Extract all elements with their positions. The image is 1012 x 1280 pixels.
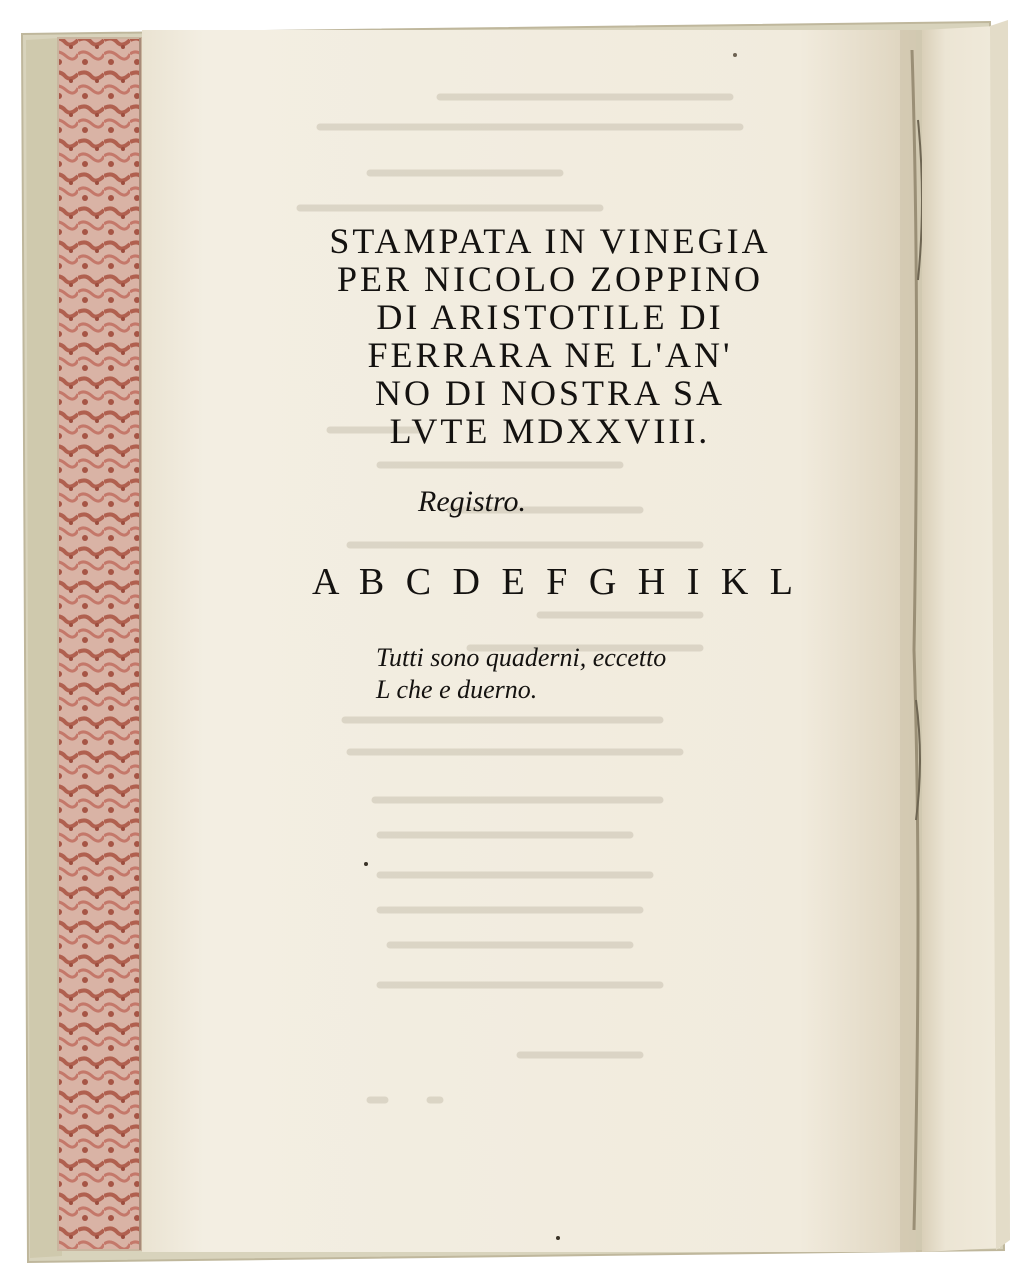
imprint-line: LVTE MDXXVIII. bbox=[389, 411, 711, 451]
left-page bbox=[142, 30, 916, 1252]
imprint-line: STAMPATA IN VINEGIA bbox=[329, 221, 771, 261]
marbled-page-edge bbox=[58, 38, 142, 1250]
imprint-line: FERRARA NE L'AN' bbox=[367, 335, 733, 375]
imprint-line: DI ARISTOTILE DI bbox=[376, 297, 724, 337]
quire-note-line: Tutti sono quaderni, eccetto bbox=[376, 643, 667, 672]
registro-heading: Registro. bbox=[418, 485, 527, 518]
imprint-line: PER NICOLO ZOPPINO bbox=[336, 259, 764, 299]
quire-note-line: L che e duerno. bbox=[376, 675, 538, 704]
signature-register: A B C D E F G H I K L bbox=[312, 561, 800, 603]
colophon-imprint bbox=[270, 222, 830, 450]
right-page bbox=[922, 26, 1000, 1252]
imprint-line: NO DI NOSTRA SA bbox=[374, 373, 726, 413]
quire-note bbox=[376, 642, 666, 706]
